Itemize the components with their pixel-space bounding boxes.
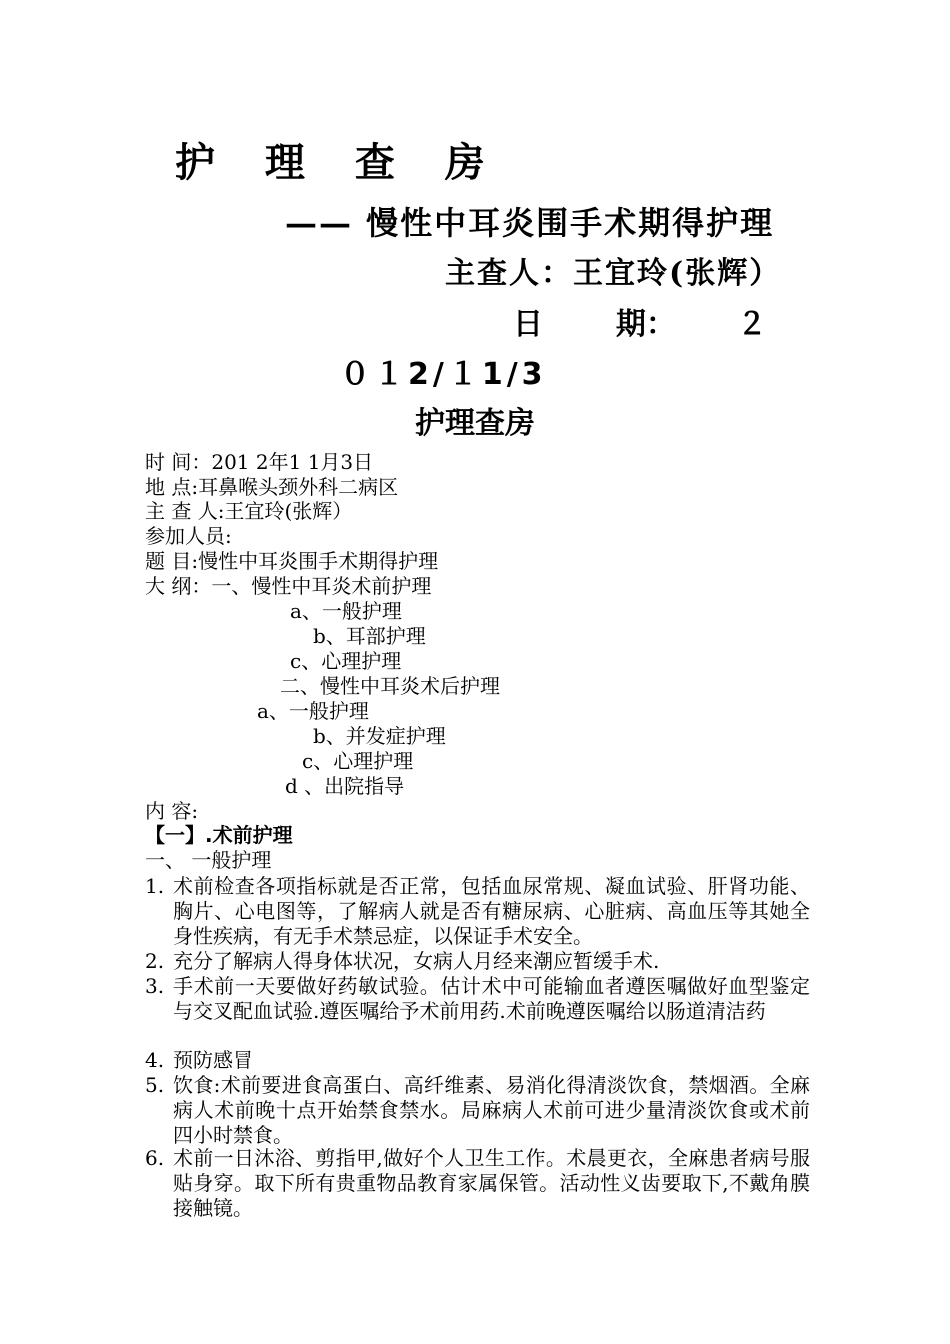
outline-item: c、心理护理 [290, 649, 402, 673]
section-heading: 护理查房 [415, 406, 535, 441]
part-heading: 【一】.术前护理 [145, 823, 293, 847]
info-place: 地 点:耳鼻喉头颈外科二病区 [145, 475, 399, 499]
info-topic: 题 目:慢性中耳炎围手术期得护理 [145, 549, 439, 573]
list-text: 饮食:术前要进食高蛋白、高纤维素、易消化得清淡饮食，禁烟酒。全麻病人术前晚十点开始禁食禁水。局麻病人术前可进少量清淡饮食或术前四小时禁食。 [173, 1073, 810, 1147]
list-text: 预防感冒 [173, 1048, 253, 1072]
date-label-2: ２ [736, 307, 767, 342]
list-number: 2. [145, 949, 165, 973]
list-text: 术前检查各项指标就是否正常，包括血尿常规、凝血试验、肝肾功能、胸片、心电图等，了解病人就是否有糖尿病、心脏病、高血压等其她全身性疾病，有无手术禁忌症，以保证手术安全。 [173, 874, 810, 948]
sub-heading: 一、 一般护理 [145, 848, 272, 872]
list-item [145, 1146, 810, 1221]
cover-title: 护 理 查 房 [175, 139, 503, 186]
list-item [145, 1073, 810, 1148]
outline-item: d 、出院指导 [285, 774, 405, 798]
list-text: 术前一日沐浴、剪指甲,做好个人卫生工作。术晨更衣，全麻患者病号服贴身穿。取下所有贵重物品教育家属保管。活动性义齿要取下,不戴角膜接触镜。 [173, 1146, 810, 1220]
outline-item: a、一般护理 [257, 699, 369, 723]
outline-item: a、一般护理 [290, 599, 402, 623]
cover-presenter: 主查人：王宜玲(张辉） [445, 256, 782, 291]
date-label-qi: 期： [615, 307, 676, 342]
list-number: 6. [145, 1146, 165, 1170]
content-label: 内 容: [145, 799, 199, 823]
list-number: 1. [145, 874, 165, 898]
list-number: 3. [145, 974, 165, 998]
cover-date-value: ０１2/１1/3 [340, 357, 547, 392]
info-time: 时 间：201 2年1 1月3日 [145, 450, 374, 474]
list-text: 充分了解病人得身体状况，女病人月经来潮应暂缓手术. [173, 949, 660, 973]
date-label-ri: 日 [513, 307, 543, 342]
list-item [145, 974, 810, 1024]
outline-item: 二、慢性中耳炎术后护理 [280, 674, 500, 698]
info-outline: 大 纲：一、慢性中耳炎术前护理 [145, 574, 432, 598]
cover-subtitle: —— 慢性中耳炎围手术期得护理 [285, 204, 775, 242]
list-item [145, 949, 810, 974]
list-text: 手术前一天要做好药敏试验。估计术中可能输血者遵医嘱做好血型鉴定与交叉配血试验.遵医嘱给予术前用药.术前晚遵医嘱给以肠道清洁药 [173, 974, 810, 1023]
list-number: 5. [145, 1073, 165, 1097]
info-participants: 参加人员: [145, 524, 232, 548]
outline-item: b、耳部护理 [313, 624, 426, 648]
list-item [145, 874, 810, 949]
outline-item: c、心理护理 [302, 749, 414, 773]
list-number: 4. [145, 1048, 165, 1072]
outline-item: b、并发症护理 [313, 724, 446, 748]
list-item [145, 1048, 810, 1073]
cover-date-label [513, 307, 767, 342]
info-presenter: 主 查 人:王宜玲(张辉） [145, 499, 353, 523]
